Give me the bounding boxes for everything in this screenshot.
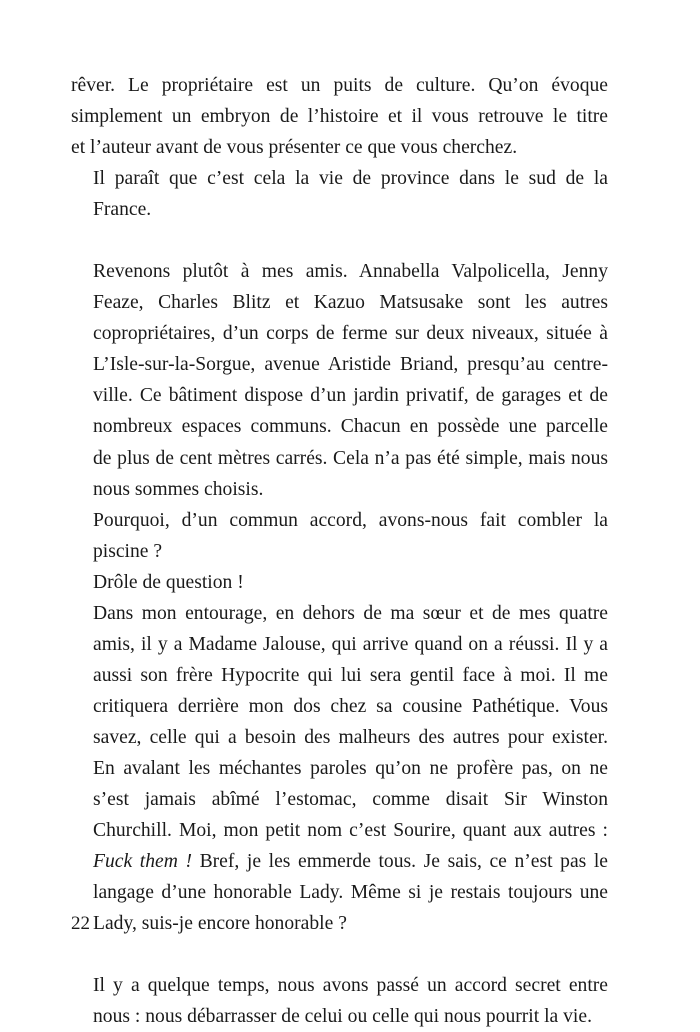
- text-line: copropriétaires, d’un corps de ferme sur deux niveaux, située à: [93, 323, 608, 345]
- text-line: de plus de cent mètres carrés. Cela n’a pas été simple, mais nous: [93, 447, 608, 469]
- text-line: amis, il y a Madame Jalouse, qui arrive quand on a réussi. Il y a: [93, 633, 608, 655]
- paragraph: [71, 970, 608, 1032]
- text-line: Lady, suis-je encore honorable ?: [93, 913, 347, 935]
- page-number: 22: [71, 913, 90, 934]
- text-line: rêver. Le propriétaire est un puits de culture. Qu’on évoque: [71, 75, 608, 96]
- text-line: s’est jamais abîmé l’estomac, comme disait Sir Winston: [93, 789, 608, 811]
- text-line: nous sommes choisis.: [93, 478, 264, 500]
- paragraph: [71, 256, 608, 504]
- text-line: Feaze, Charles Blitz et Kazuo Matsusake sont les autres: [93, 292, 608, 314]
- text-line: Dans mon entourage, en dehors de ma sœur et de mes quatre: [93, 602, 608, 624]
- text-line: Pourquoi, d’un commun accord, avons-nous fait combler la: [93, 509, 608, 531]
- body-text: [71, 70, 608, 1032]
- text-line: nous : nous débarrasser de celui ou celle qui nous pourrit la vie.: [93, 1006, 592, 1028]
- text-line: Il y a quelque temps, nous avons passé un accord secret entre: [93, 975, 608, 997]
- paragraph: [71, 567, 608, 598]
- text-line: Churchill. Moi, mon petit nom c’est Sourire, quant aux autres :: [93, 820, 608, 842]
- italic-phrase: Fuck them !: [93, 851, 192, 873]
- text-line: et l’auteur avant de vous présenter ce que vous cherchez.: [71, 137, 518, 159]
- paragraph: [71, 163, 608, 225]
- text-line: Il paraît que c’est cela la vie de province dans le sud de la: [93, 168, 608, 190]
- text-line-rest: Bref, je les emmerde tous. Je sais, ce n’est pas le: [191, 851, 608, 873]
- paragraph: [71, 598, 608, 940]
- text-line: nombreux espaces communs. Chacun en possède une parcelle: [93, 416, 608, 438]
- text-line: critiquera derrière mon dos chez sa cousine Pathétique. Vous: [93, 695, 608, 717]
- text-line: piscine ?: [93, 540, 163, 562]
- text-line: langage d’une honorable Lady. Même si je restais toujours une: [93, 882, 608, 904]
- text-line: [71, 846, 608, 877]
- text-line: Drôle de question !: [93, 571, 244, 593]
- text-line: simplement un embryon de l’histoire et il vous retrouve le titre: [71, 106, 608, 128]
- text-line: France.: [93, 199, 152, 221]
- text-line: En avalant les méchantes paroles qu’on ne profère pas, on ne: [93, 757, 608, 779]
- text-line: L’Isle-sur-la-Sorgue, avenue Aristide Briand, presqu’au centre-: [93, 354, 608, 376]
- paragraph: [71, 505, 608, 567]
- paragraph: [71, 70, 608, 163]
- text-line: ville. Ce bâtiment dispose d’un jardin privatif, de garages et de: [93, 385, 608, 407]
- text-line: savez, celle qui a besoin des malheurs des autres pour exister.: [93, 726, 608, 748]
- text-line: Revenons plutôt à mes amis. Annabella Valpolicella, Jenny: [93, 261, 608, 283]
- text-line: aussi son frère Hypocrite qui lui sera gentil face à moi. Il me: [93, 664, 608, 686]
